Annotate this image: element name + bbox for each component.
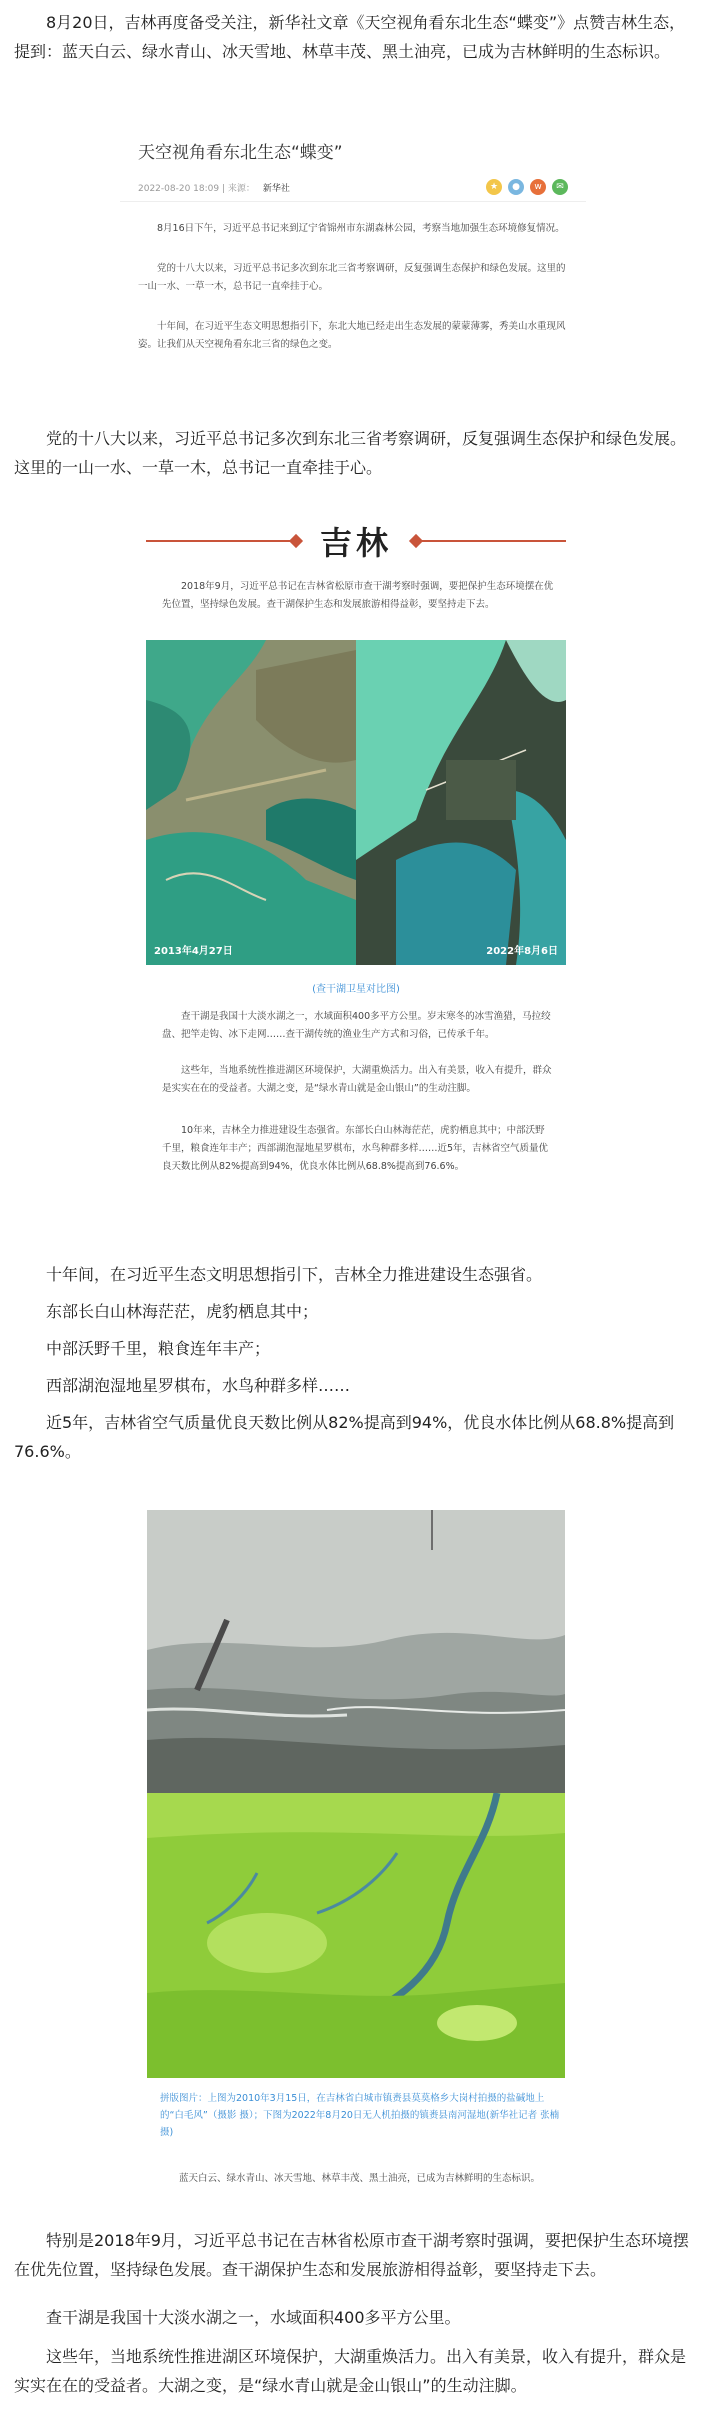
satellite-image-after [356,640,566,965]
section-title: 吉林 [319,524,392,562]
water-drop-icon[interactable]: ● [508,179,524,195]
photo-before-saline-land [147,1510,565,1793]
photo-after-wetland [147,1793,565,2078]
body-paragraph: 西部湖泡湿地星罗棋布，水鸟种群多样…… [46,1376,351,1395]
body-paragraph: 特别是2018年9月，习近平总书记在吉林省松原市查干湖考察时强调，要把保护生态环境摆在优先位置，坚持绿色发展。查干湖保护生态和发展旅游相得益彰，要坚持走下去。 [14,2231,689,2279]
diamond-icon [289,534,303,548]
section-title-bar [146,510,566,570]
body-paragraph: 十年间，在习近平生态文明思想指引下，吉林全力推进建设生态强省。 [46,1265,543,1284]
image-date-label: 2013年4月27日 [154,946,233,957]
jilin-paragraph: 这些年，当地系统性推进湖区环境保护，大湖重焕活力。出入有美景，收入有提升，群众是实实在在的受益者。大湖之变，是“绿水青山就是金山银山”的生动注脚。 [162,1065,552,1094]
star-icon[interactable]: ★ [486,179,502,195]
news-card-source: 新华社 [262,183,290,194]
jilin-paragraph: 查干湖是我国十大淡水湖之一，水域面积400多平方公里。岁末寒冬的冰雪渔猎，马拉绞盘、把竿走钩、冰下走网……查干湖传统的渔业生产方式和习俗，已传承千年。 [162,1011,551,1040]
body-paragraph: 这些年，当地系统性推进湖区环境保护，大湖重焕活力。出入有美景，收入有提升，群众是实实在在的受益者。大湖之变，是“绿水青山就是金山银山”的生动注脚。 [14,2347,687,2395]
body-paragraph: 中部沃野千里，粮食连年丰产； [46,1339,271,1358]
news-card-meta [120,173,586,202]
intro-paragraph: 8月20日，吉林再度备受关注，新华社文章《天空视角看东北生态“蝶变”》点赞吉林生态，提到：蓝天白云、绿水青山、冰天雪地、林草丰茂、黑土油亮，已成为吉林鲜明的生态标识。 [14,13,686,61]
jilin-paragraph: 10年来，吉林全力推进建设生态强省。东部长白山林海茫茫，虎豹栖息其中；中部沃野千里，粮食连年丰产；西部湖泡湿地星罗棋布，水鸟种群多样……近5年，吉林省空气质量优良天数比例从82%提高到94%，优良水体比例从68.8%提高到76.6%。 [162,1125,549,1172]
embedded-news-card [120,120,586,410]
image-date-label: 2022年8月6日 [486,946,558,957]
weibo-icon[interactable]: w [530,179,546,195]
body-paragraph: 查干湖是我国十大淡水湖之一，水域面积400多平方公里。 [46,2308,461,2327]
news-card-paragraph: 党的十八大以来，习近平总书记多次到东北三省考察调研，反复强调生态保护和绿色发展。这里的一山一水、一草一木，总书记一直牵挂于心。 [138,263,566,292]
wechat-icon[interactable]: ✉ [552,179,568,195]
share-icons [486,179,568,195]
body-paragraph: 近5年，吉林省空气质量优良天数比例从82%提高到94%，优良水体比例从68.8%提高到76.6%。 [14,1413,675,1461]
news-card-paragraph: 十年间，在习近平生态文明思想指引下，东北大地已经走出生态发展的蒙蒙薄雾，秀美山水重现风姿。让我们从天空视角看东北三省的绿色之变。 [138,321,566,350]
photo-caption: 拼版图片：上图为2010年3月15日，在吉林省白城市镇赉县莫莫格乡大岗村拍摄的盐碱地上的“白毛风”（摄影 摄）；下图为2022年8月20日无人机拍摄的镇赉县南河湿地(新华社记者 张楠 摄) [160,2093,560,2138]
body-paragraph: 党的十八大以来，习近平总书记多次到东北三省考察调研，反复强调生态保护和绿色发展。这里的一山一水、一草一木，总书记一直牵挂于心。 [14,429,687,477]
image-caption[interactable]: (查干湖卫星对比图) [312,984,400,995]
photo-paragraph: 蓝天白云、绿水青山、冰天雪地、林草丰茂、黑土油亮，已成为吉林鲜明的生态标识。 [179,2173,541,2184]
body-paragraph: 东部长白山林海茫茫，虎豹栖息其中； [46,1302,319,1321]
satellite-image-before [146,640,356,965]
jilin-paragraph: 2018年9月，习近平总书记在吉林省松原市查干湖考察时强调，要把保护生态环境摆在优先位置，坚持绿色发展。查干湖保护生态和发展旅游相得益彰，要坚持走下去。 [162,581,554,610]
news-card-date: 2022-08-20 18:09 | 来源： [138,183,255,194]
news-card-title: 天空视角看东北生态“蝶变” [138,143,343,163]
jilin-section-card [146,510,566,1260]
news-card-paragraph: 8月16日下午，习近平总书记来到辽宁省锦州市东湖森林公园，考察当地加强生态环境修复情况。 [157,223,565,234]
